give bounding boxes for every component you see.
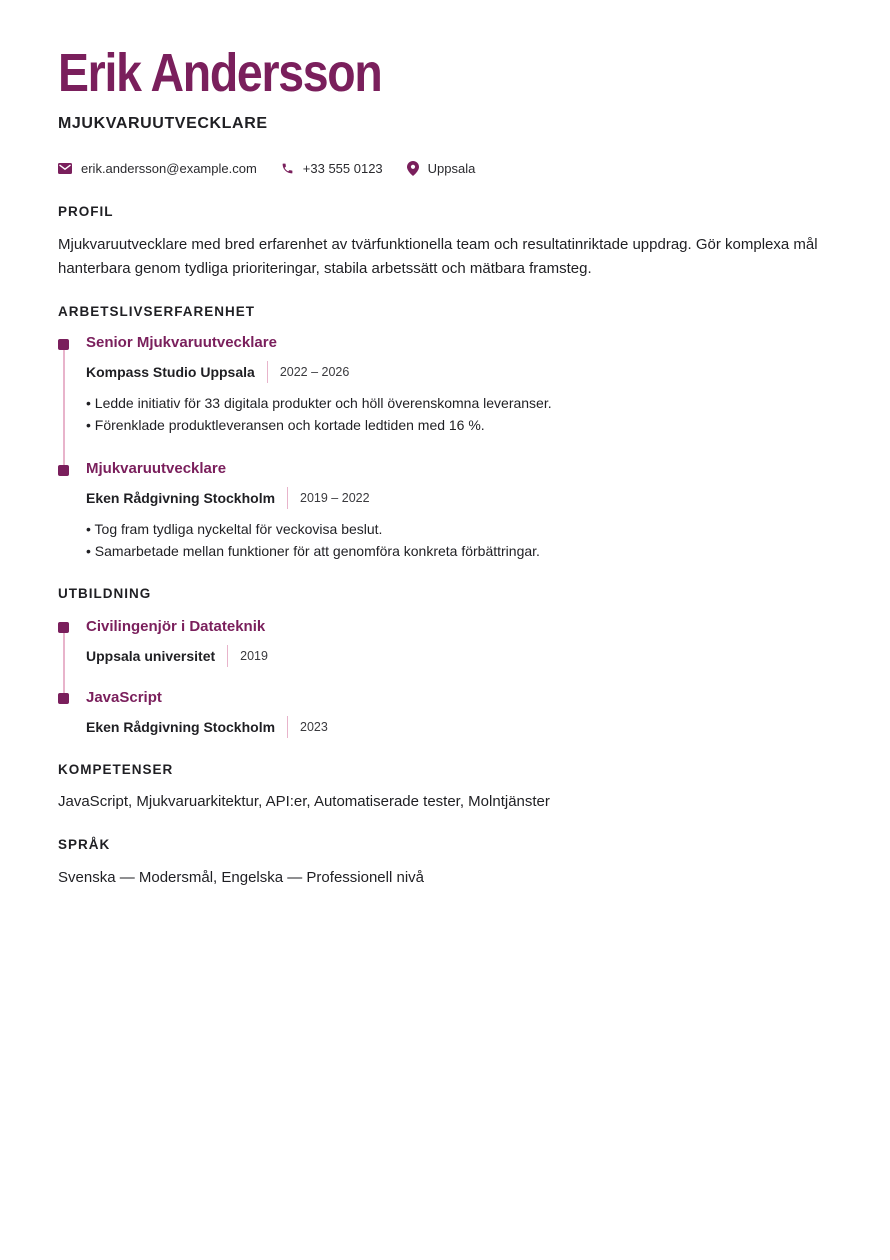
experience-dates: 2022 – 2026 — [279, 365, 350, 379]
experience-dates: 2019 – 2022 — [300, 491, 370, 505]
contact-phone[interactable] — [281, 161, 383, 176]
bullet-item: • Samarbetade mellan funktioner för att genomföra konkreta förbättringar. — [86, 543, 540, 559]
languages-heading: SPRÅK — [58, 837, 111, 852]
mail-icon — [58, 163, 72, 174]
experience-role: Mjukvaruutvecklare — [86, 460, 227, 477]
contact-email[interactable] — [58, 161, 257, 176]
education-year: 2023 — [300, 720, 328, 734]
education-heading: UTBILDNING — [58, 586, 152, 601]
experience-company: Eken Rådgivning Stockholm — [86, 490, 276, 506]
meta-divider — [287, 716, 288, 738]
timeline-dot — [58, 693, 69, 704]
meta-divider — [267, 361, 268, 383]
education-meta — [86, 716, 328, 738]
candidate-name: Erik Andersson — [58, 43, 382, 103]
profile-heading: PROFIL — [58, 204, 114, 219]
bullet-item: • Förenklade produktleveransen och kortade ledtiden med 16 %. — [86, 417, 485, 433]
education-degree: Civilingenjör i Datateknik — [86, 618, 266, 635]
meta-divider — [227, 645, 228, 667]
job-title: MJUKVARUUTVECKLARE — [58, 115, 268, 132]
email-text: erik.andersson@example.com — [81, 160, 257, 176]
experience-timeline — [63, 346, 65, 470]
experience-role: Senior Mjukvaruutvecklare — [86, 334, 277, 351]
profile-summary: Mjukvaruutvecklare med bred erfarenhet av tvärfunktionella team och resultatinriktade uppdrag. Gör komplexa mål hanterbara genom tydliga prioriteringar, stabila arbetssätt och mätbara framsteg. — [58, 236, 818, 277]
phone-icon — [281, 162, 294, 175]
experience-bullets — [86, 518, 540, 562]
education-meta — [86, 645, 268, 667]
education-school: Uppsala universitet — [86, 648, 216, 664]
experience-meta — [86, 361, 349, 383]
timeline-dot — [58, 465, 69, 476]
contact-bar — [58, 157, 499, 179]
location-pin-icon — [407, 161, 419, 176]
experience-bullets — [86, 392, 552, 436]
contact-location — [407, 161, 476, 176]
education-school: Eken Rådgivning Stockholm — [86, 719, 276, 735]
languages-list: Svenska — Modersmål, Engelska — Professionell nivå — [58, 869, 424, 886]
skills-heading: KOMPETENSER — [58, 762, 174, 777]
experience-company: Kompass Studio Uppsala — [86, 364, 255, 380]
experience-heading: ARBETSLIVSERFARENHET — [58, 304, 256, 319]
bullet-item: • Ledde initiativ för 33 digitala produkter och höll överenskomna leveranser. — [86, 395, 552, 411]
timeline-dot — [58, 339, 69, 350]
phone-text: +33 555 0123 — [302, 160, 383, 176]
skills-list: JavaScript, Mjukvaruarkitektur, API:er, Automatiserade tester, Molntjänster — [58, 793, 550, 810]
location-text: Uppsala — [427, 160, 476, 176]
meta-divider — [287, 487, 288, 509]
education-degree: JavaScript — [86, 689, 162, 706]
bullet-item: • Tog fram tydliga nyckeltal för veckovisa beslut. — [86, 521, 383, 537]
timeline-dot — [58, 622, 69, 633]
experience-meta — [86, 487, 370, 509]
education-timeline — [63, 630, 65, 700]
education-year: 2019 — [240, 649, 268, 663]
